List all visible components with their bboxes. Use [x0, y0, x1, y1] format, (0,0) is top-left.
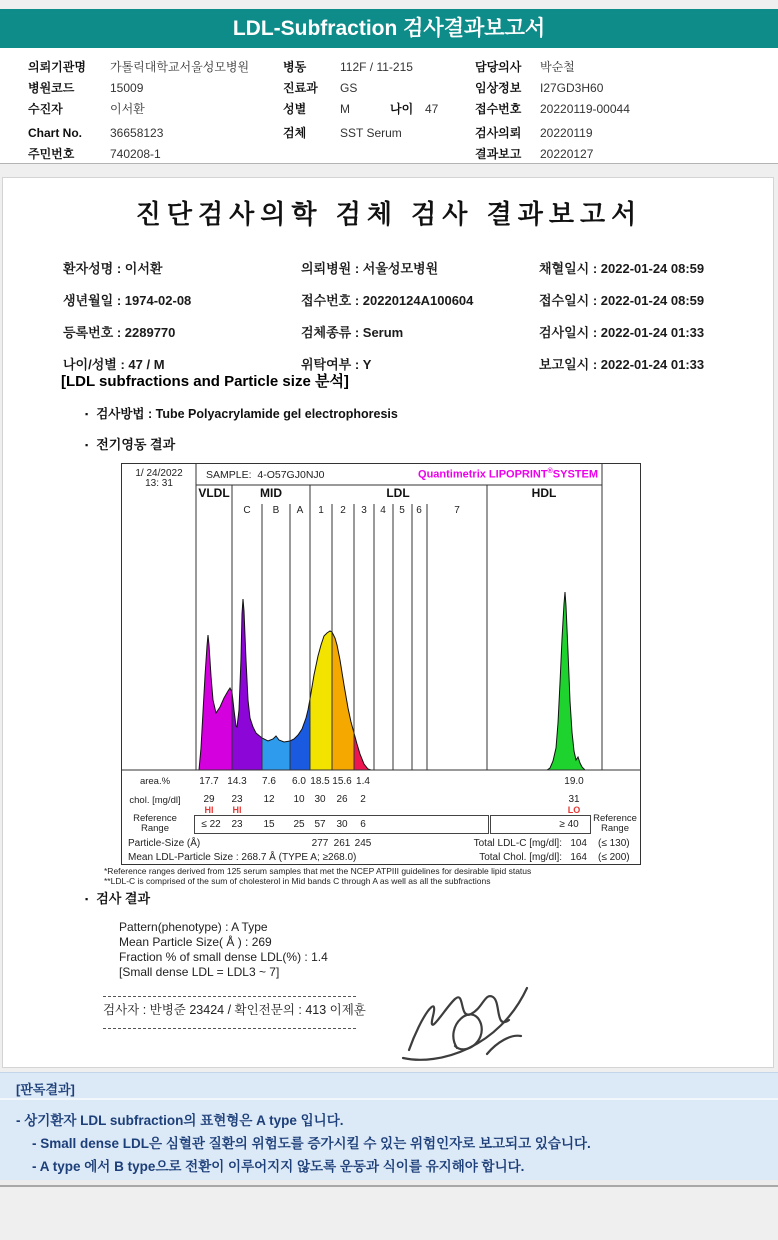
field-value: GS [340, 80, 358, 95]
chol-value: 30 [314, 794, 326, 805]
order-header-col1 [28, 56, 278, 164]
footnote-2: **LDL-C is comprised of the sum of cholesterol in Mid bands C through A as well as all the subfractions [104, 876, 491, 886]
subband-label-6: 6 [416, 505, 422, 516]
subband-label-2: 2 [340, 505, 346, 516]
field-label: 병원코드 [28, 81, 75, 95]
field-label: Chart No. [28, 125, 82, 140]
registered-mark: ® [547, 468, 553, 475]
field-value: 15009 [110, 80, 144, 95]
field-label: 접수번호 [475, 102, 522, 116]
total-chol-label: Total Chol. [mg/dl]: [479, 852, 562, 863]
ref-range-value: 6 [360, 819, 366, 830]
field-value: 박순철 [540, 60, 575, 74]
field-row [283, 98, 473, 119]
bullet-square-icon: ▪ [85, 409, 89, 419]
field-value: 47 [425, 101, 439, 116]
hdl-reference-box [490, 815, 591, 834]
field-row [475, 122, 765, 143]
field-label: 의뢰기관명 [28, 60, 86, 74]
ref-range-value: 57 [314, 819, 326, 830]
electrophoresis-line [85, 434, 175, 453]
area-value: 17.7 [199, 776, 219, 787]
patient-field: 접수일시 : 2022-01-24 08:59 [539, 293, 705, 308]
field-value: 20220119-00044 [540, 101, 630, 116]
field-row [283, 56, 473, 77]
band-label-vldl: VLDL [198, 486, 230, 500]
patient-field: 의뢰병원 : 서울성모병원 [301, 261, 439, 276]
signature-image [399, 982, 544, 1067]
subband-label-4: 4 [380, 505, 386, 516]
result-line: Pattern(phenotype) : A Type [119, 920, 268, 934]
ref-label-line1: Reference [593, 813, 637, 824]
field-row [283, 77, 473, 98]
order-header-col3 [475, 56, 765, 164]
field-row [28, 77, 278, 98]
field-value: M [340, 101, 350, 116]
area-value: 6.0 [292, 776, 306, 787]
ref-label-line1: Reference [133, 813, 177, 824]
subband-label-1: 1 [318, 505, 324, 516]
field-value: 이서환 [110, 102, 145, 116]
particle-size-label: Particle-Size (Å) [128, 838, 201, 849]
brand-main: Quantimetrix LIPOPRINT [418, 468, 548, 481]
chol-flag: HI [204, 805, 214, 815]
subband-label-3: 3 [361, 505, 367, 516]
field-value: 36658123 [110, 125, 164, 140]
header-divider [0, 163, 778, 164]
ldl-reference-box [194, 815, 489, 834]
sample-row [206, 469, 325, 481]
field-row [283, 122, 473, 143]
electrophoresis-text: 전기영동 결과 [96, 437, 176, 452]
chol-value: 12 [263, 794, 275, 805]
area-value: 15.6 [332, 776, 352, 787]
signature-divider-bottom [103, 1028, 356, 1029]
sample-label: SAMPLE: [206, 469, 252, 481]
field-label: 담당의사 [475, 60, 522, 74]
field-label: 결과보고 [475, 147, 522, 161]
ref-range-value-hdl: ≥ 40 [559, 819, 579, 830]
particle-size-value: 261 [333, 838, 351, 849]
chart-time: 13: 31 [145, 478, 173, 489]
area-value: 1.4 [356, 776, 370, 787]
field-row [28, 143, 278, 164]
method-line [85, 404, 398, 422]
interpretation-separator [0, 1098, 778, 1100]
patient-field: 위탁여부 : Y [301, 357, 372, 372]
page-title: 진단검사의학 검체 검사 결과보고서 [135, 199, 643, 229]
field-value: 20220127 [540, 146, 594, 161]
field-row [475, 98, 765, 119]
band-label-ldl: LDL [386, 486, 410, 500]
lipoprint-chart [121, 463, 641, 865]
result-title-line [85, 888, 150, 907]
field-label: 수진자 [28, 102, 63, 116]
ref-range-value: 23 [231, 819, 243, 830]
order-header-col2 [283, 56, 473, 143]
chol-value: 10 [293, 794, 305, 805]
order-header [0, 48, 778, 163]
ref-range-value: 15 [263, 819, 275, 830]
total-ldl-value: 104 [570, 838, 587, 849]
result-line: Fraction % of small dense LDL(%) : 1.4 [119, 950, 328, 964]
chol-value: 2 [360, 794, 366, 805]
total-ldl-ref: (≤ 130) [598, 838, 630, 849]
interpretation-panel [0, 1072, 778, 1181]
electrophoresis-curve [122, 464, 640, 864]
result-line: Mean Particle Size( Å ) : 269 [119, 935, 272, 949]
ref-row-label-right [590, 814, 640, 834]
result-line: [Small dense LDL = LDL3 ~ 7] [119, 965, 280, 979]
field-value: I27GD3H60 [540, 80, 604, 95]
ref-range-value: ≤ 22 [201, 819, 221, 830]
field-label: 임상정보 [475, 81, 522, 95]
signature-divider-top [103, 996, 356, 997]
chart-date: 1/ 24/2022 [135, 468, 183, 479]
field-row [28, 98, 278, 119]
patient-field: 나이/성별 : 47 / M [63, 357, 165, 372]
result-title: 검사 결과 [96, 891, 151, 906]
ref-label-line2: Range [141, 823, 169, 834]
patient-field: 생년월일 : 1974-02-08 [63, 293, 192, 308]
band-label-hdl: HDL [531, 486, 557, 500]
chol-value-hdl: 31 [568, 794, 580, 805]
report-banner-title: LDL-Subfraction 검사결과보고서 [232, 17, 546, 40]
chol-flag-hdl: LO [567, 805, 581, 815]
area-value-hdl: 19.0 [564, 776, 584, 787]
field-label: 나이 [390, 102, 414, 116]
brand-tail: SYSTEM [552, 468, 598, 481]
panel-bottom-divider [0, 1180, 778, 1187]
field-value: 112F / 11-215 [340, 59, 413, 74]
patient-field: 환자성명 : 이서환 [63, 261, 163, 276]
brand-logo [418, 468, 598, 481]
field-label: 진료과 [283, 81, 318, 95]
patient-field: 등록번호 : 2289770 [63, 325, 176, 340]
field-row [475, 56, 765, 77]
field-label: 검체 [283, 126, 307, 140]
interpretation-header: [판독결과] [16, 1082, 75, 1097]
examiner-line: 검사자 : 반병준 23424 / 확인전문의 : 413 이제훈 [103, 1003, 366, 1017]
mean-particle-size-line: Mean LDL-Particle Size : 268.7 Å (TYPE A; ≥268.0) [128, 852, 357, 863]
chol-value: 26 [336, 794, 348, 805]
area-value: 7.6 [262, 776, 276, 787]
patient-field: 검사일시 : 2022-01-24 01:33 [539, 325, 705, 340]
field-value: 740208-1 [110, 146, 161, 161]
report-page [2, 177, 774, 1068]
field-label: 병동 [283, 60, 307, 74]
total-ldl-label: Total LDL-C [mg/dl]: [473, 838, 562, 849]
particle-size-value: 245 [354, 838, 372, 849]
field-row [475, 77, 765, 98]
method-text: 검사방법 : Tube Polyacrylamide gel electrophoresis [96, 407, 398, 421]
band-label-mid: MID [260, 486, 282, 500]
area-value: 14.3 [227, 776, 247, 787]
sample-value: 4-O57GJ0NJ0 [257, 469, 325, 481]
subband-label-7: 7 [454, 505, 460, 516]
field-label: 주민번호 [28, 147, 75, 161]
footnote-1: *Reference ranges derived from 125 serum samples that met the NCEP ATPIII guidelines for desirable lipid status [104, 866, 532, 876]
ref-label-line2: Range [601, 823, 629, 834]
bullet-square-icon: ▪ [85, 440, 89, 450]
patient-field: 접수번호 : 20220124A100604 [301, 293, 474, 308]
field-value: SST Serum [340, 125, 402, 140]
subband-label-5: 5 [399, 505, 405, 516]
ref-row-label [124, 814, 186, 834]
field-row [28, 122, 278, 143]
field-label: 검사의뢰 [475, 126, 522, 140]
chol-flag: HI [232, 805, 242, 815]
total-chol-ref: (≤ 200) [598, 852, 630, 863]
field-label: 성별 [283, 102, 307, 116]
patient-field: 검체종류 : Serum [301, 325, 404, 340]
interpretation-line: - 상기환자 LDL subfraction의 표현형은 A type 입니다. [16, 1113, 344, 1128]
field-value: 20220119 [540, 125, 593, 140]
area-value: 18.5 [310, 776, 330, 787]
subband-label-b: B [272, 505, 280, 516]
total-chol-value: 164 [570, 852, 587, 863]
bullet-square-icon: ▪ [85, 894, 89, 904]
chol-value: 23 [231, 794, 243, 805]
area-row-label: area.% [139, 776, 171, 787]
particle-size-value: 277 [311, 838, 329, 849]
ref-range-value: 25 [293, 819, 305, 830]
chol-value: 29 [203, 794, 215, 805]
chol-row-label: chol. [mg/dl] [129, 795, 181, 806]
field-row [475, 143, 765, 164]
field-value: 가톨릭대학교서울성모병원 [110, 60, 250, 74]
section-title: [LDL subfractions and Particle size 분석] [61, 373, 349, 390]
interpretation-line: - Small dense LDL은 심혈관 질환의 위험도를 증가시킬 수 있는 위험인자로 보고되고 있습니다. [32, 1136, 591, 1151]
patient-field: 보고일시 : 2022-01-24 01:33 [539, 357, 705, 372]
subband-label-c: C [243, 505, 251, 516]
ref-range-value: 30 [336, 819, 348, 830]
patient-field: 채혈일시 : 2022-01-24 08:59 [539, 261, 705, 276]
report-banner [0, 9, 778, 50]
interpretation-line: - A type 에서 B type으로 전환이 이루어지지 않도록 운동과 식이를 유지해야 합니다. [32, 1159, 525, 1174]
subband-label-a: A [296, 505, 304, 516]
field-row [28, 56, 278, 77]
